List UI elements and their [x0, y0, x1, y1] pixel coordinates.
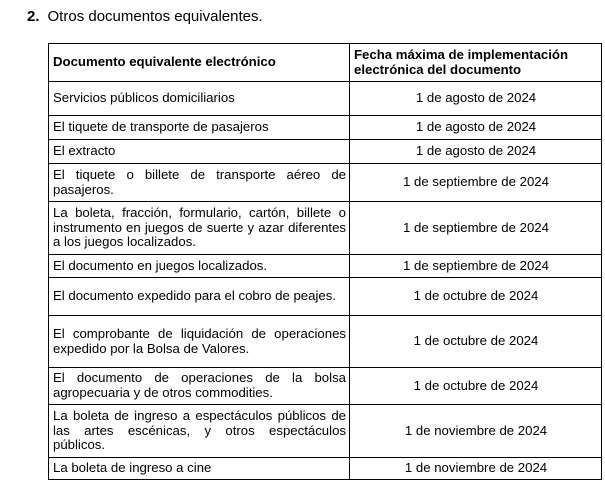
date-cell: 1 de octubre de 2024 — [350, 278, 602, 316]
date-cell: 1 de septiembre de 2024 — [350, 164, 602, 202]
document-cell: La boleta de ingreso a cine — [49, 458, 350, 480]
document-cell: La boleta, fracción, formulario, cartón, billete o instrumento en juegos de suerte y azar diferentes a los juegos localizados. — [49, 202, 350, 255]
document-cell: El tiquete o billete de transporte aéreo de pasajeros. — [49, 164, 350, 202]
section-heading — [27, 8, 263, 25]
document-cell: El documento de operaciones de la bolsa agropecuaria y de otros commodities. — [49, 368, 350, 405]
document-cell: El documento expedido para el cobro de peajes. — [49, 278, 350, 316]
date-cell: 1 de noviembre de 2024 — [350, 458, 602, 480]
date-cell: 1 de noviembre de 2024 — [350, 405, 602, 458]
document-cell: El comprobante de liquidación de operaciones expedido por la Bolsa de Valores. — [49, 316, 350, 368]
table-row — [49, 202, 602, 255]
table-row — [49, 82, 602, 116]
header-date: Fecha máxima de implementación electrónica del documento — [350, 44, 602, 82]
section-title: Otros documentos equivalentes. — [47, 8, 263, 25]
table-row — [49, 164, 602, 202]
document-cell: Servicios públicos domiciliarios — [49, 82, 350, 116]
document-cell: El extracto — [49, 140, 350, 164]
table-row — [49, 458, 602, 480]
document-cell: El documento en juegos localizados. — [49, 255, 350, 278]
document-cell: La boleta de ingreso a espectáculos públicos de las artes escénicas, y otros espectáculos públicos. — [49, 405, 350, 458]
date-cell: 1 de septiembre de 2024 — [350, 202, 602, 255]
document-cell: El tiquete de transporte de pasajeros — [49, 116, 350, 140]
date-cell: 1 de agosto de 2024 — [350, 82, 602, 116]
table-row — [49, 255, 602, 278]
date-cell: 1 de agosto de 2024 — [350, 140, 602, 164]
table-header-row — [49, 44, 602, 82]
date-cell: 1 de agosto de 2024 — [350, 116, 602, 140]
table-row — [49, 405, 602, 458]
header-document: Documento equivalente electrónico — [49, 44, 350, 82]
table-row — [49, 116, 602, 140]
date-cell: 1 de octubre de 2024 — [350, 316, 602, 368]
date-cell: 1 de septiembre de 2024 — [350, 255, 602, 278]
table-row — [49, 140, 602, 164]
table-row — [49, 368, 602, 405]
equivalent-documents-table — [48, 43, 602, 480]
section-number: 2. — [27, 8, 40, 25]
date-cell: 1 de octubre de 2024 — [350, 368, 602, 405]
table-row — [49, 316, 602, 368]
table-row — [49, 278, 602, 316]
